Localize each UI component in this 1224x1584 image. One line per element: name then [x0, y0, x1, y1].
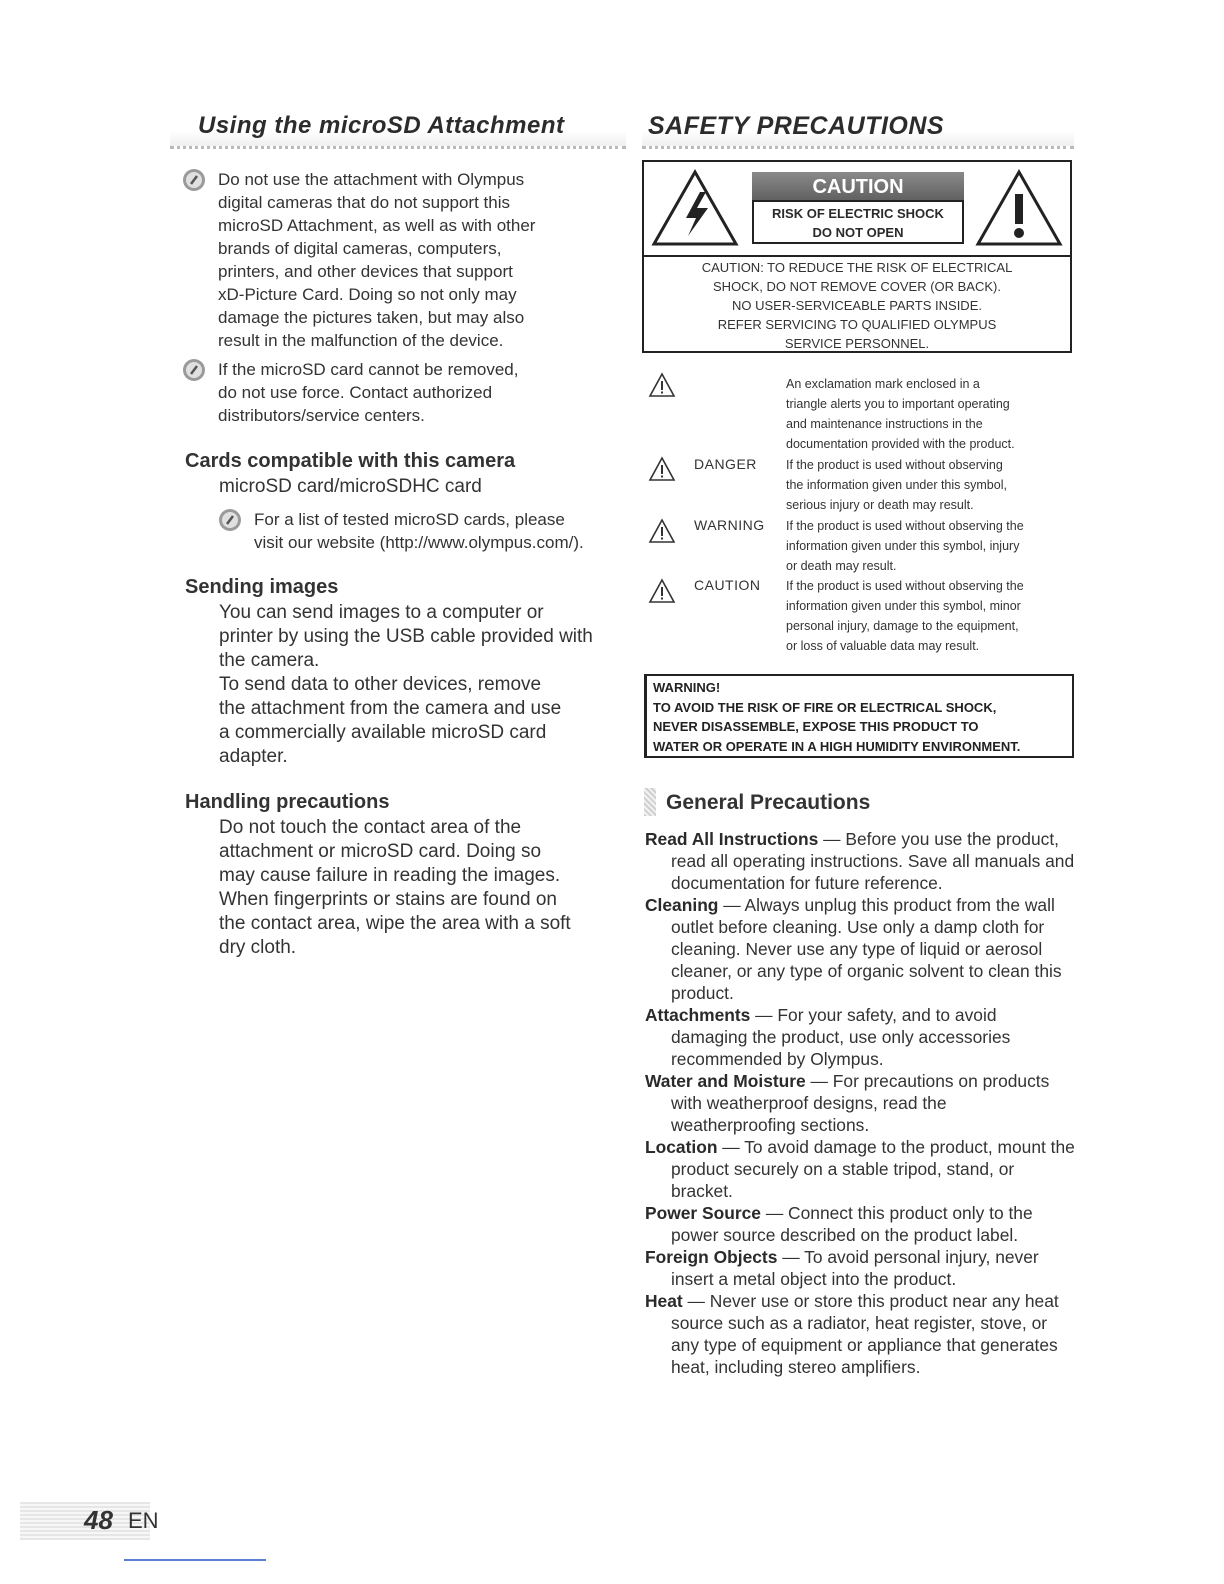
- symbol-line: If the product is used without observing the: [786, 579, 1024, 593]
- symbol-line: serious injury or death may result.: [786, 498, 974, 512]
- note-unsupported-devices: [218, 168, 598, 352]
- page-number: 48: [84, 1505, 113, 1535]
- note-icon: [182, 358, 206, 382]
- danger-label: DANGER: [694, 456, 757, 472]
- warning-line: TO AVOID THE RISK OF FIRE OR ELECTRICAL SHOCK,: [653, 699, 997, 715]
- note-line: If the microSD card cannot be removed,: [218, 360, 519, 379]
- body-line: adapter.: [219, 746, 288, 767]
- caution-line: CAUTION: TO REDUCE THE RISK OF ELECTRICAL: [701, 260, 1013, 275]
- symbol-desc-warning: [786, 516, 1076, 576]
- symbol-line: information given under this symbol, injury: [786, 539, 1020, 553]
- note-card-removal: [218, 358, 598, 427]
- body-line: To send data to other devices, remove: [219, 674, 542, 695]
- symbol-line: If the product is used without observing the: [786, 519, 1024, 533]
- note-tested-cards: [254, 508, 634, 554]
- right-page-title: SAFETY PRECAUTIONS: [648, 112, 945, 140]
- cards-heading: Cards compatible with this camera: [185, 450, 516, 472]
- symbol-desc-caution: [786, 576, 1076, 656]
- symbol-line: and maintenance instructions in the: [786, 417, 983, 431]
- lightning-triangle-icon: [650, 168, 740, 248]
- note-line: Do not use the attachment with Olympus: [218, 170, 525, 189]
- item-text: — For precautions on products with weatherproof designs, read the weatherproofing sections.: [671, 1071, 1050, 1135]
- body-line: the contact area, wipe the area with a soft: [219, 913, 571, 934]
- warning-line: WATER OR OPERATE IN A HIGH HUMIDITY ENVIRONMENT.: [653, 738, 1021, 754]
- list-item: [645, 1202, 1075, 1246]
- note-line: brands of digital cameras, computers,: [218, 239, 502, 258]
- sending-body: [219, 601, 619, 769]
- cards-body: microSD card/microSDHC card: [219, 476, 482, 497]
- item-term: Heat: [645, 1291, 683, 1311]
- warning-line: WARNING!: [653, 680, 721, 695]
- note-line: printers, and other devices that support: [218, 262, 513, 281]
- caution-text: [644, 258, 1070, 353]
- exclamation-triangle-icon: [648, 578, 676, 604]
- item-term: Water and Moisture: [645, 1071, 806, 1091]
- footer-rule: [124, 1559, 266, 1561]
- item-text: — Connect this product only to the power source described on the product label.: [671, 1203, 1033, 1245]
- symbol-line: If the product is used without observing: [786, 458, 1003, 472]
- list-item: [645, 1004, 1075, 1070]
- right-title-bar: [642, 112, 1074, 149]
- item-text: — Before you use the product, read all operating instructions. Save all manuals and documentation for future reference.: [671, 829, 1075, 893]
- list-item: [645, 894, 1075, 1004]
- note-line: do not use force. Contact authorized: [218, 383, 493, 402]
- left-title-bar: [170, 112, 626, 149]
- website-link[interactable]: visit our website (http://www.olympus.com/).: [254, 533, 584, 552]
- item-term: Read All Instructions: [645, 829, 819, 849]
- body-line: a commercially available microSD card: [219, 722, 547, 743]
- left-page-title: Using the microSD Attachment: [198, 112, 565, 139]
- caution-label: CAUTION: [694, 577, 761, 593]
- item-term: Cleaning: [645, 895, 719, 915]
- list-item: [645, 1246, 1075, 1290]
- note-icon: [182, 168, 206, 192]
- body-line: attachment or microSD card. Doing so: [219, 841, 542, 862]
- item-term: Power Source: [645, 1203, 761, 1223]
- body-line: may cause failure in reading the images.: [219, 865, 561, 886]
- caution-line: NO USER-SERVICEABLE PARTS INSIDE.: [732, 298, 982, 313]
- note-line: digital cameras that do not support this: [218, 193, 510, 212]
- body-line: When fingerprints or stains are found on: [219, 889, 557, 910]
- exclamation-triangle-icon: [648, 456, 676, 482]
- body-line: the camera.: [219, 650, 320, 671]
- caution-badge: CAUTION: [752, 172, 964, 202]
- item-text: — To avoid personal injury, never insert a metal object into the product.: [671, 1247, 1039, 1289]
- exclamation-triangle-icon: [648, 372, 676, 398]
- risk-line: DO NOT OPEN: [812, 225, 904, 240]
- symbol-line: information given under this symbol, minor: [786, 599, 1021, 613]
- language-code: EN: [128, 1508, 159, 1533]
- exclamation-triangle-icon: [974, 168, 1064, 248]
- list-item: [645, 1070, 1075, 1136]
- warning-box: [644, 674, 1074, 758]
- list-item: [645, 828, 1075, 894]
- symbol-line: or death may result.: [786, 559, 897, 573]
- caution-line: REFER SERVICING TO QUALIFIED OLYMPUS: [717, 317, 997, 332]
- caution-line: SHOCK, DO NOT REMOVE COVER (OR BACK).: [713, 279, 1001, 294]
- warning-line: NEVER DISASSEMBLE, EXPOSE THIS PRODUCT TO: [653, 719, 979, 734]
- sending-heading: Sending images: [185, 576, 339, 598]
- item-text: — For your safety, and to avoid damaging the product, use only accessories recommended by Olympus.: [671, 1005, 1011, 1069]
- caution-box: [642, 160, 1072, 353]
- body-line: Do not touch the contact area of the: [219, 817, 522, 838]
- item-text: — To avoid damage to the product, mount the product securely on a stable tripod, stand, or bracket.: [671, 1137, 1075, 1201]
- general-precautions-list: [645, 828, 1075, 1378]
- note-line: microSD Attachment, as well as with other: [218, 216, 536, 235]
- symbol-line: triangle alerts you to important operating: [786, 397, 1010, 411]
- symbol-line: personal injury, damage to the equipment,: [786, 619, 1019, 633]
- symbol-line: An exclamation mark enclosed in a: [786, 377, 980, 391]
- body-line: printer by using the USB cable provided with: [219, 626, 593, 647]
- note-icon: [218, 508, 242, 532]
- note-line: For a list of tested microSD cards, please: [254, 510, 565, 529]
- item-term: Foreign Objects: [645, 1247, 778, 1267]
- section-marker: [644, 788, 656, 816]
- handling-body: [219, 816, 619, 960]
- risk-box: [752, 200, 964, 244]
- symbol-line: or loss of valuable data may result.: [786, 639, 980, 653]
- symbol-line: the information given under this symbol,: [786, 478, 1007, 492]
- caution-divider: [644, 255, 1070, 257]
- note-line: damage the pictures taken, but may also: [218, 308, 525, 327]
- warning-label: WARNING: [694, 517, 765, 533]
- symbol-desc-general: [786, 374, 1076, 454]
- body-line: You can send images to a computer or: [219, 602, 544, 623]
- item-text: — Never use or store this product near any heat source such as a radiator, heat register, stove, or any type of equipment or appliance that generates heat, including stereo amplifiers.: [671, 1291, 1059, 1377]
- item-term: Attachments: [645, 1005, 751, 1025]
- body-line: the attachment from the camera and use: [219, 698, 562, 719]
- exclamation-triangle-icon: [648, 518, 676, 544]
- symbol-line: documentation provided with the product.: [786, 437, 1015, 451]
- list-item: [645, 1136, 1075, 1202]
- general-precautions-heading: General Precautions: [666, 791, 871, 814]
- note-line: xD-Picture Card. Doing so not only may: [218, 285, 517, 304]
- item-term: Location: [645, 1137, 718, 1157]
- body-line: dry cloth.: [219, 937, 297, 958]
- list-item: [645, 1290, 1075, 1378]
- item-text: — Always unplug this product from the wall outlet before cleaning. Use only a damp cloth for cleaning. Never use any type of liquid or aerosol cleaner, or any type of organic solvent to clean this product.: [671, 895, 1062, 1003]
- caution-line: SERVICE PERSONNEL.: [784, 336, 930, 351]
- note-line: result in the malfunction of the device.: [218, 331, 504, 350]
- note-line: distributors/service centers.: [218, 406, 425, 425]
- symbol-desc-danger: [786, 455, 1076, 515]
- risk-line: RISK OF ELECTRIC SHOCK: [772, 206, 944, 221]
- handling-heading: Handling precautions: [185, 791, 390, 813]
